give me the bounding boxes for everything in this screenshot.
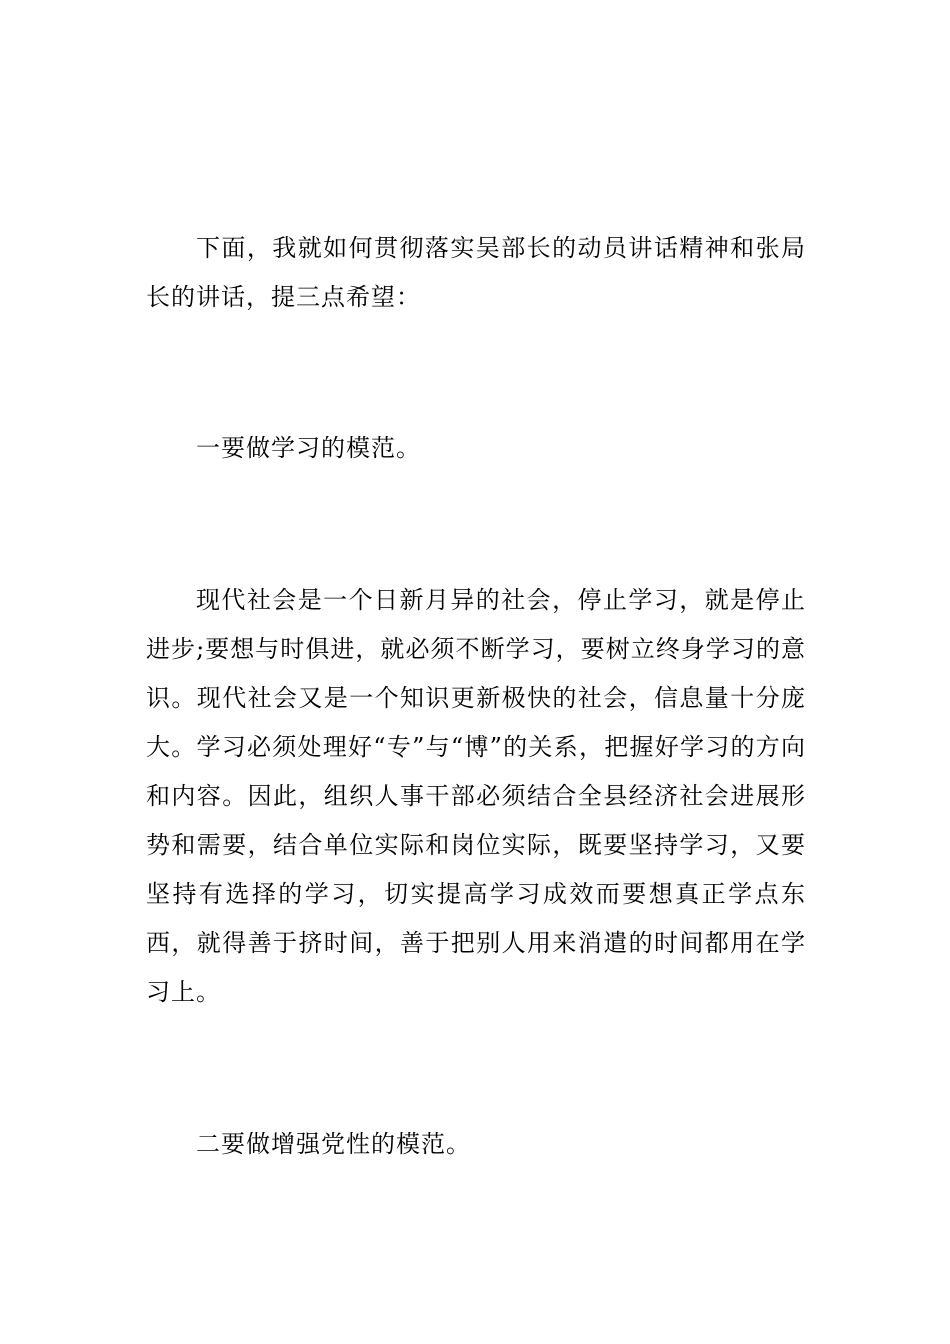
heading-point-two: 二要做增强党性的模范。 — [196, 1130, 471, 1158]
heading-point-one: 一要做学习的模范。 — [196, 434, 421, 462]
paragraph-study: 现代社会是一个日新月异的社会，停止学习，就是停止进步;要想与时俱进，就必须不断学习，要树立终身学习的意识。现代社会又是一个知识更新极快的社会，信息量十分庞大。学习必须处理好“专”与“博”的关系，把握好学习的方向和内容。因此，组织人事干部必须结合全县经济社会进展形势和需要，结合单位实际和岗位实际，既要坚持学习，又要坚持有选择的学习，切实提高学习成效而要想真正学点东西，就得善于挤时间，善于把别人用来消遣的时间都用在学习上。 — [146, 586, 806, 1006]
paragraph-intro: 下面，我就如何贯彻落实吴部长的动员讲话精神和张局长的讲话，提三点希望： — [146, 234, 806, 311]
